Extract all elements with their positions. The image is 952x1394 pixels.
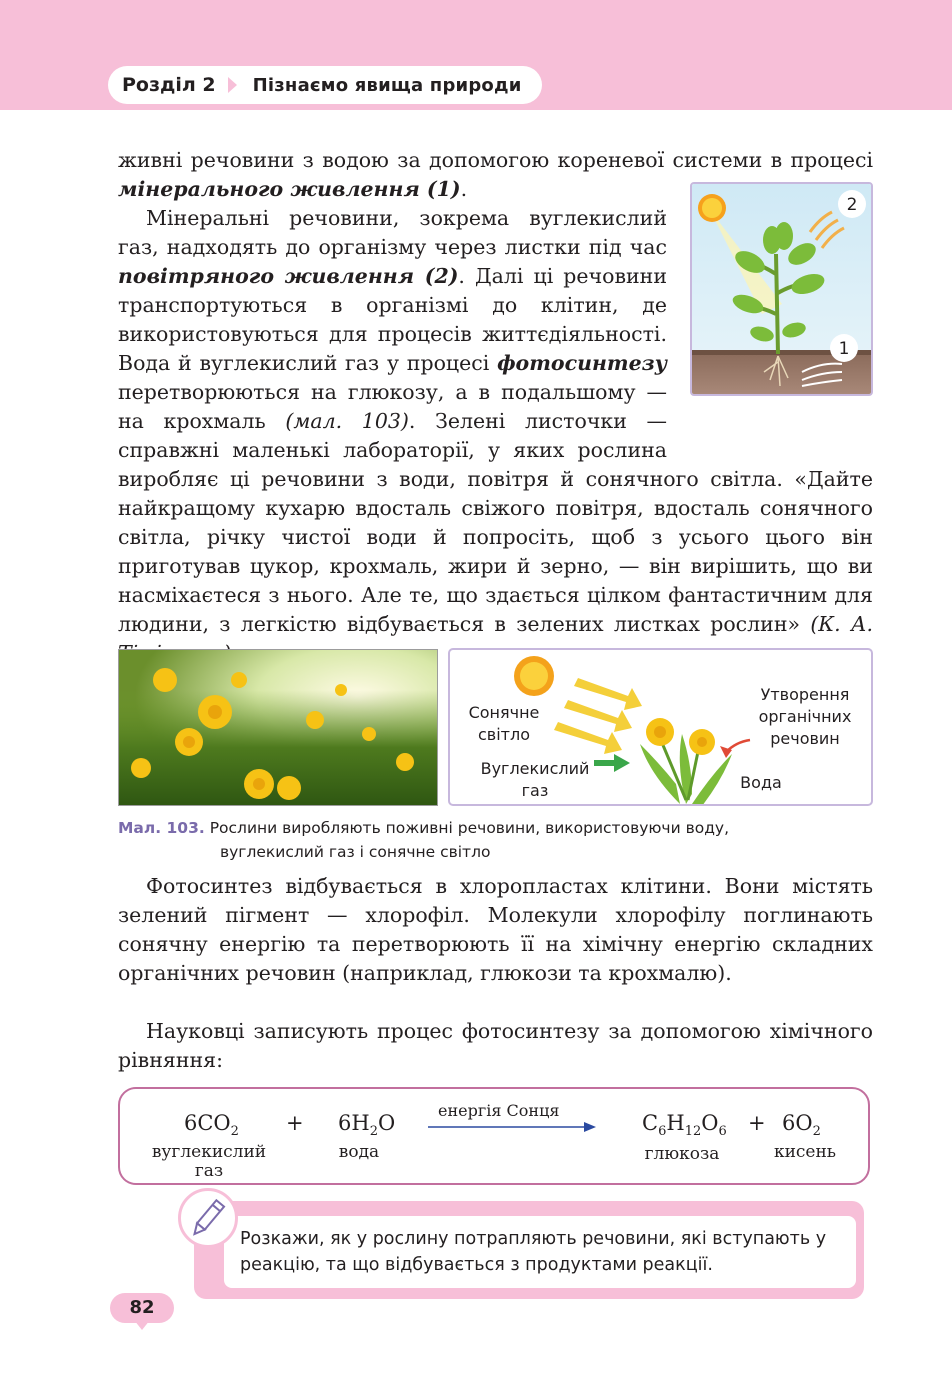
dandelion-photo bbox=[118, 649, 438, 806]
paragraph-4: Науковці записують процес фотосинтезу за допомогою хімічного рівняння: bbox=[118, 1019, 873, 1072]
sunlight-arrows-icon bbox=[554, 678, 642, 754]
paragraph-1: живні речовини з водою за допомогою кореневої системи в процесі мінерального живлення (1). bbox=[118, 148, 873, 201]
plant-illustration-svg bbox=[692, 184, 871, 394]
figure-caption: Мал. 103. Рослини виробляють поживні речовини, використовуючи воду, вуглекислий газ і сонячне світло bbox=[118, 819, 730, 861]
pencil-badge bbox=[178, 1188, 238, 1248]
figure-reference: (мал. 103) bbox=[285, 409, 409, 433]
arrow-label: енергія Сонця bbox=[438, 1101, 560, 1120]
dandelion-photo-svg bbox=[119, 650, 437, 805]
chapter-title: Пізнаємо явища природи bbox=[252, 74, 522, 96]
label-organic-substances: Утворення органічних речовин bbox=[758, 685, 852, 748]
chapter-number: Розділ 2 bbox=[122, 74, 216, 96]
quote-author: (К. А. bbox=[810, 612, 873, 636]
term-photosynthesis: фотосинтезу bbox=[497, 351, 667, 375]
label-water: Вода bbox=[740, 773, 782, 792]
equation-glucose: $C_6H_{12}O_6$ bbox=[642, 1111, 727, 1140]
reaction-arrow-icon bbox=[426, 1119, 600, 1135]
task-text: Розкажи, як у рослину потрапляють речовини, які вступають у реакцію, та що відбувається з продуктами реакції. bbox=[240, 1229, 827, 1275]
co2-arrow-icon bbox=[594, 754, 630, 772]
paragraph-2: Мінеральні речовини, зокрема вуглекислий газ, надходять до організму через листки під час повітряного живлення (2). Далі ці речовини транспортуються в організмі до клітин, де використовуються для процесів життєдіяльності. Вода й вуглекислий газ у процесі фотосинтезу перетворюються на глюкозу, а в подальшому — на крохмаль (мал. 103). Зелені листочки — справжні маленькі лабораторії, у яких рослина виробляє ці речовини з води, повітря й сонячного світла. «Дайте найкращому кухарю вдосталь свіжого повітря, вдосталь сонячного світла, річку чистої води й попросіть, щоб з усього цього він приготував цукор, крохмаль, жири й зерно, — він вирішить, що ви насміхаєтеся з нього. Але те, що здається цілком фантастичним для людини, з легкістю відбувається в зелених листках рослин» (К. А. bbox=[118, 204, 873, 668]
page-number: 82 bbox=[129, 1297, 155, 1318]
marker-1: 1 bbox=[838, 339, 850, 359]
equation-co2: $6CO_2$ bbox=[184, 1111, 239, 1140]
label-co2: Вуглекислий газ bbox=[480, 759, 590, 800]
paragraph-3: Фотосинтез відбувається в хлоропластах клітини. Вони містять зелений пігмент — хлорофіл. Молекули хлорофілу поглинають сонячну енергію та перетворюють її на хімічну енергію складних органічних речовин (наприклад, глюкози та крохмалю). bbox=[118, 874, 873, 985]
label-sunlight: Сонячне світло bbox=[468, 703, 540, 744]
term-air-nutrition: повітряного живлення (2) bbox=[118, 264, 459, 288]
marker-2: 2 bbox=[846, 195, 858, 215]
sun-icon bbox=[514, 656, 554, 696]
equation-plus-2: + bbox=[748, 1111, 766, 1135]
label-water-eq: вода bbox=[338, 1142, 380, 1162]
chevron-right-icon bbox=[228, 77, 237, 93]
chapter-breadcrumb bbox=[108, 66, 542, 104]
photosynthesis-equation bbox=[118, 1087, 870, 1185]
label-carbon-dioxide: вуглекислий газ bbox=[151, 1142, 267, 1181]
plant-nutrition-illustration bbox=[690, 182, 873, 396]
pencil-icon bbox=[181, 1191, 235, 1245]
sun-icon bbox=[698, 194, 726, 222]
equation-o2: $6O_2$ bbox=[782, 1111, 821, 1140]
figure-number: Мал. 103. bbox=[118, 819, 205, 837]
water-arrow-icon bbox=[720, 740, 750, 758]
photosynthesis-scheme bbox=[448, 648, 873, 806]
equation-h2o: $6H_2O$ bbox=[338, 1111, 396, 1140]
label-oxygen: кисень bbox=[773, 1142, 837, 1162]
label-glucose: глюкоза bbox=[644, 1144, 720, 1164]
term-mineral-nutrition: мінерального живлення (1) bbox=[118, 177, 461, 201]
equation-plus-1: + bbox=[286, 1111, 304, 1135]
